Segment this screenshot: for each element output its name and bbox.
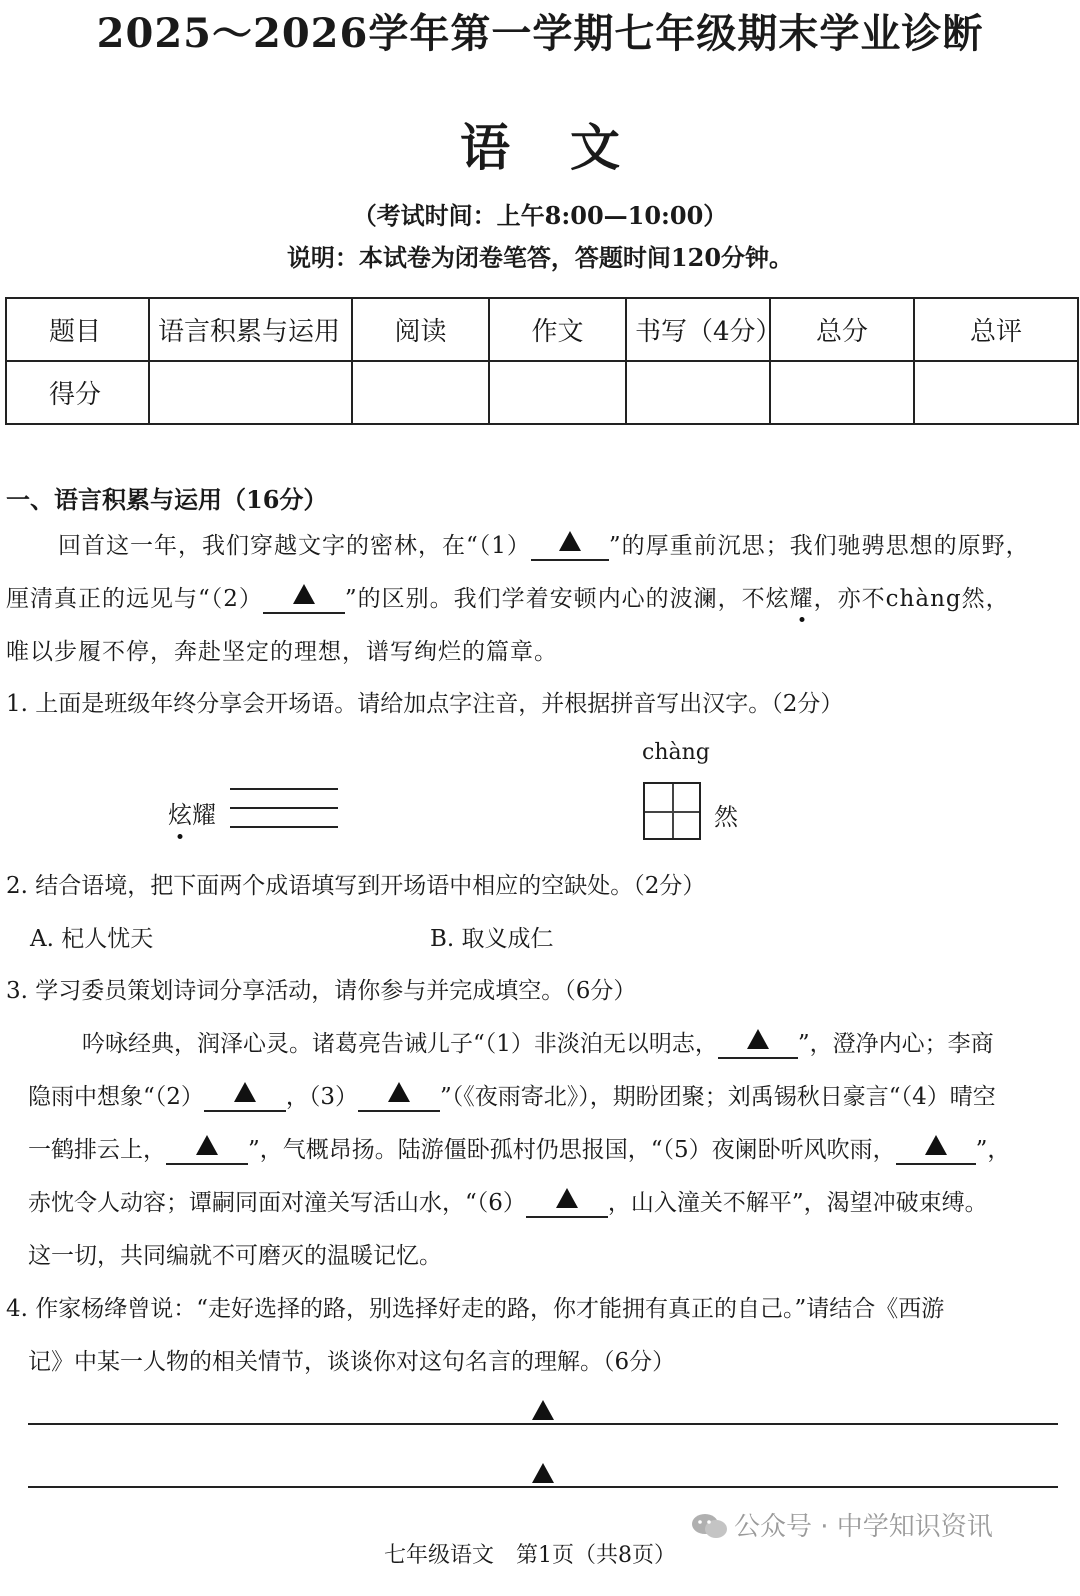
- passage-line-2: [6, 580, 1010, 614]
- score-cell[interactable]: [770, 361, 914, 424]
- passage-text: ，亦不chàng然，: [813, 586, 1010, 612]
- answer-blank-q3-6[interactable]: [526, 1188, 608, 1218]
- passage-text: ”的区别。我们学着安顿内心的波澜，不炫: [344, 586, 790, 612]
- score-row-label: 得分: [6, 361, 149, 424]
- score-cell[interactable]: [914, 361, 1078, 424]
- exam-title: 2025～2026学年第一学期七年级期末学业诊断: [96, 10, 984, 57]
- triangle-icon: [234, 1082, 256, 1102]
- answer-line-2[interactable]: [28, 1486, 1058, 1488]
- passage-text: ”的厚重前沉思；我们驰骋思想的原野，: [608, 533, 1030, 559]
- q3-text: 吟咏经典，润泽心灵。诸葛亮告诫儿子“（1）非淡泊无以明志，: [82, 1031, 718, 1057]
- q1-word-1: [168, 795, 216, 830]
- question-2: 2. 结合语境，把下面两个成语填写到开场语中相应的空缺处。（2分）: [6, 873, 706, 899]
- q2-option-a: A. 杞人忧天: [30, 926, 154, 952]
- q3-text: 赤忱令人动容；谭嗣同面对潼关写活山水，“（6）: [28, 1190, 526, 1216]
- triangle-icon: [388, 1082, 410, 1102]
- pinyin-line: [230, 788, 338, 790]
- q3-line-5: 这一切，共同编就不可磨灭的温暖记忆。: [28, 1243, 442, 1269]
- q2-option-b: B. 取义成仁: [430, 926, 554, 952]
- score-cell[interactable]: [352, 361, 489, 424]
- score-table-header-cell: 作文: [489, 298, 626, 361]
- triangle-icon: [559, 531, 581, 551]
- answer-blank-q3-2[interactable]: [204, 1082, 286, 1112]
- q3-text: ”，气概昂扬。陆游僵卧孤村仍思报国，“（5）夜阑卧听风吹雨，: [248, 1137, 896, 1163]
- pinyin-line: [230, 807, 338, 809]
- exam-note: 说明：本试卷为闭卷笔答，答题时间120分钟。: [286, 243, 794, 272]
- pinyin-line[interactable]: [230, 826, 338, 828]
- watermark: 公众号 · 中学知识资讯: [734, 1512, 993, 1542]
- answer-blank-q3-5[interactable]: [896, 1135, 976, 1165]
- triangle-icon: [556, 1188, 578, 1208]
- page-footer: 七年级语文 第1页（共8页）: [384, 1543, 676, 1568]
- dotted-char: 耀: [789, 586, 814, 612]
- answer-blank-2[interactable]: [263, 584, 345, 614]
- q1-pinyin: chàng: [642, 740, 710, 765]
- score-table-header-row: [6, 298, 1078, 361]
- q3-text: ，（3）: [285, 1084, 359, 1110]
- triangle-icon: [925, 1135, 947, 1155]
- passage-text: 厘清真正的远见与“（2）: [6, 586, 263, 612]
- q3-text: ，山入潼关不解平”，渴望冲破束缚。: [607, 1190, 988, 1216]
- q1-word-2-suffix: 然: [714, 803, 738, 831]
- score-table-header-cell: 阅读: [352, 298, 489, 361]
- triangle-icon: [747, 1029, 769, 1049]
- q3-text: ”，澄净内心；李商: [797, 1031, 994, 1057]
- score-table-header-cell: 总评: [914, 298, 1078, 361]
- dotted-char: 炫: [168, 801, 192, 829]
- answer-blank-q3-3[interactable]: [358, 1082, 440, 1112]
- triangle-icon: [293, 584, 315, 604]
- passage-line-3: 唯以步履不停，奔赴坚定的理想，谱写绚烂的篇章。: [6, 639, 558, 665]
- q3-line-1: [82, 1025, 994, 1059]
- score-table-header-cell: 语言积累与运用: [149, 298, 352, 361]
- score-table-score-row: [6, 361, 1078, 424]
- q3-line-2: [28, 1078, 996, 1112]
- q3-text: ”，: [975, 1137, 1011, 1163]
- score-cell[interactable]: [489, 361, 626, 424]
- triangle-icon: [532, 1400, 554, 1420]
- wechat-icon: [690, 1512, 730, 1540]
- question-4-line-1: 4. 作家杨绛曾说：“走好选择的路，别选择好走的路，你才能拥有真正的自己。”请结合《西游: [6, 1296, 945, 1322]
- answer-blank-q3-4[interactable]: [166, 1135, 248, 1165]
- triangle-icon: [196, 1135, 218, 1155]
- score-cell[interactable]: [149, 361, 352, 424]
- answer-blank-q3-1[interactable]: [718, 1029, 798, 1059]
- answer-line-1[interactable]: [28, 1423, 1058, 1425]
- exam-time: （考试时间：上午8:00—10:00）: [352, 201, 728, 230]
- answer-blank-1[interactable]: [531, 531, 609, 561]
- section-heading: 一、语言积累与运用（16分）: [6, 485, 328, 514]
- subject-title: 语文: [460, 118, 680, 177]
- passage-text: 回首这一年，我们穿越文字的密林，在“（1）: [58, 533, 531, 559]
- triangle-icon: [532, 1463, 554, 1483]
- score-table-header-cell: 书写（4分）: [626, 298, 770, 361]
- q3-text: 隐雨中想象“（2）: [28, 1084, 204, 1110]
- score-table-header-cell: 题目: [6, 298, 149, 361]
- q3-text: 一鹤排云上，: [28, 1137, 166, 1163]
- q3-text: ”（《夜雨寄北》），期盼团聚；刘禹锡秋日豪言“（4）晴空: [440, 1084, 996, 1110]
- question-3: 3. 学习委员策划诗词分享活动，请你参与并完成填空。（6分）: [6, 978, 637, 1004]
- q1-word-text: 耀: [192, 801, 216, 829]
- score-table: [5, 297, 1079, 425]
- question-4-line-2: 记》中某一人物的相关情节，谈谈你对这句名言的理解。（6分）: [28, 1349, 676, 1375]
- tianzige-box[interactable]: [643, 782, 701, 840]
- q3-line-3: [28, 1131, 1010, 1165]
- question-1: 1. 上面是班级年终分享会开场语。请给加点字注音，并根据拼音写出汉字。（2分）: [6, 691, 844, 717]
- passage-line-1: [58, 527, 1030, 561]
- q3-line-4: [28, 1184, 988, 1218]
- score-cell[interactable]: [626, 361, 770, 424]
- score-table-header-cell: 总分: [770, 298, 914, 361]
